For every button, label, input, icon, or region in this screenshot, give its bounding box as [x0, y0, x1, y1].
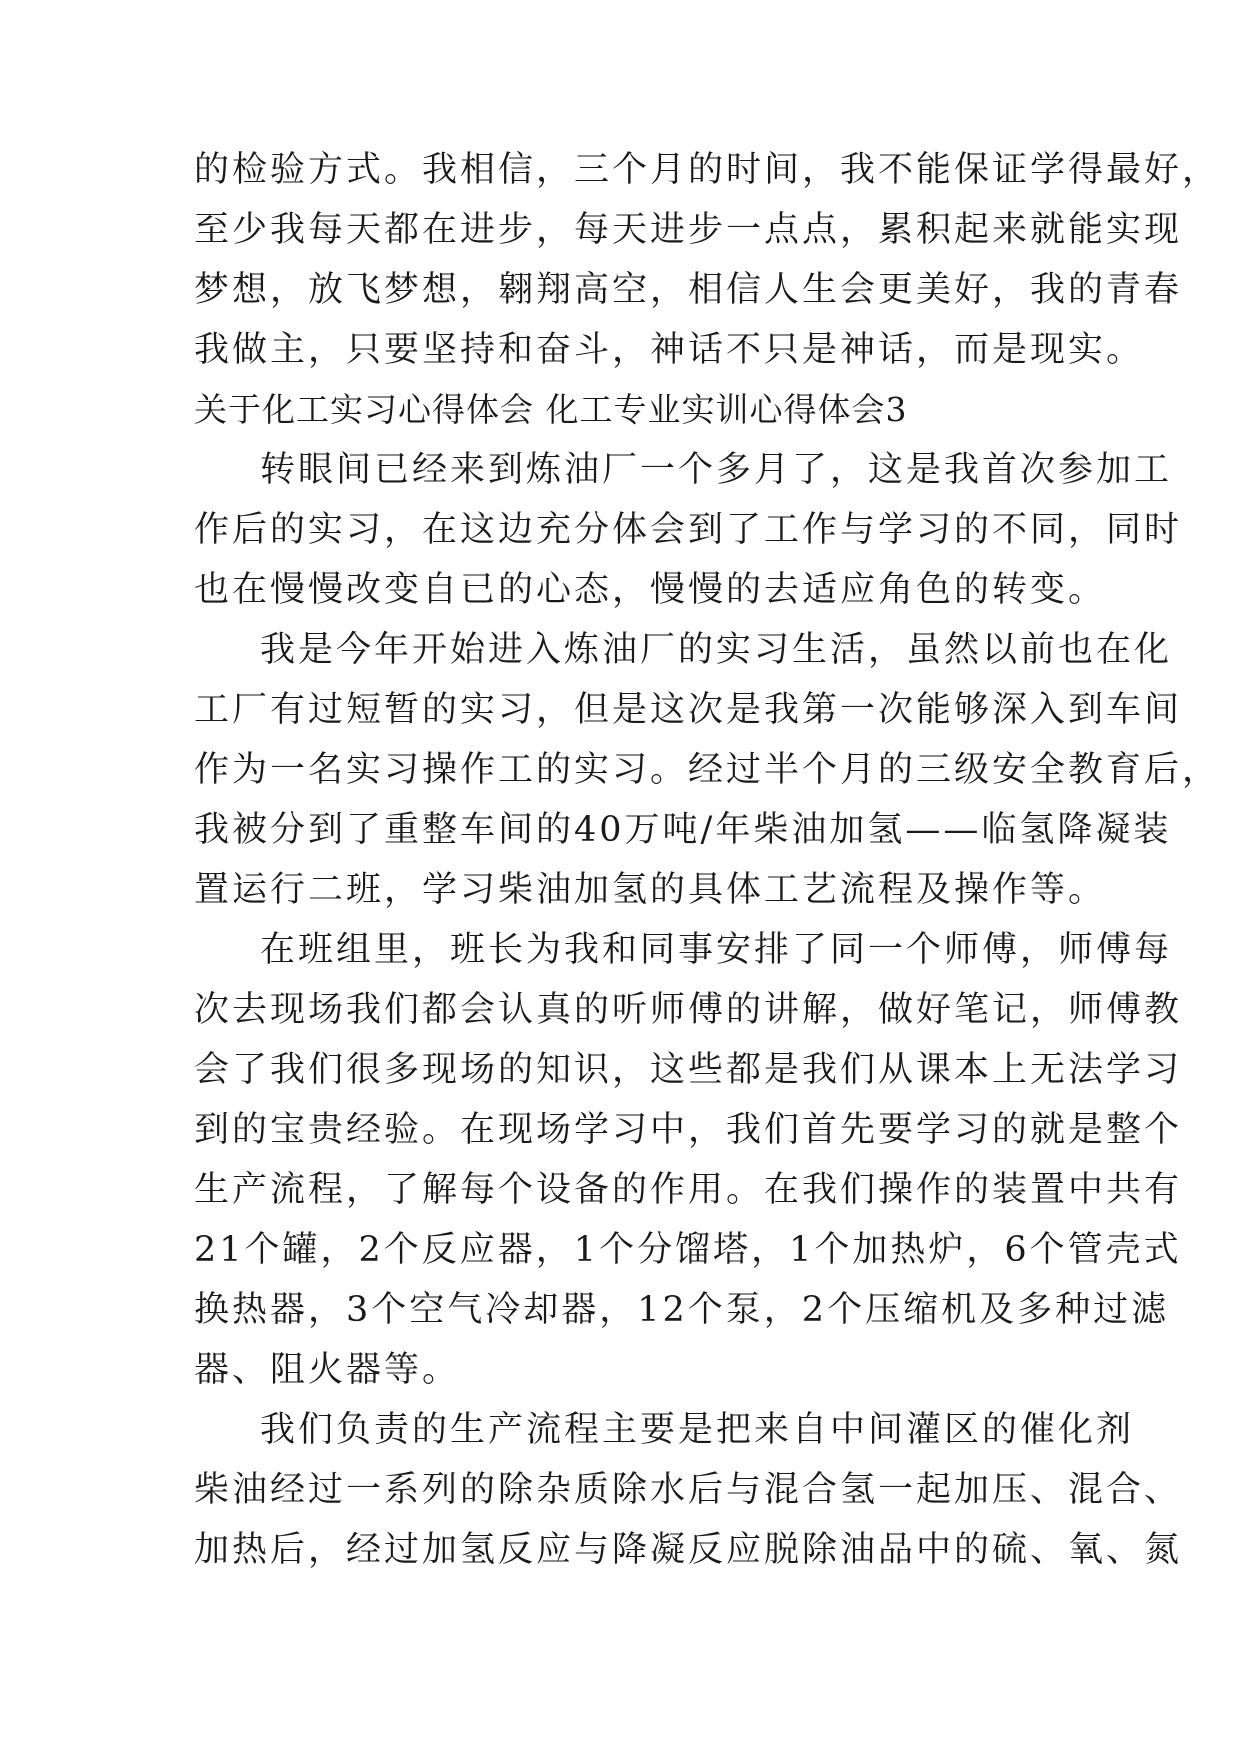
paragraph-first-line: 在班组里，班长为我和同事安排了同一个师傅，师傅每 — [260, 930, 1173, 970]
text-line: 21个罐，2个反应器，1个分馏塔，1个加热炉，6个管壳式 — [194, 1230, 1182, 1270]
text-line: 置运行二班，学习柴油加氢的具体工艺流程及操作等。 — [194, 870, 1107, 910]
text-line: 我被分到了重整车间的40万吨/年柴油加氢——临氢降凝装 — [194, 810, 1172, 850]
text-line: 的检验方式。我相信，三个月的时间，我不能保证学得最好， — [194, 150, 1221, 190]
text-line: 作为一名实习操作工的实习。经过半个月的三级安全教育后， — [194, 750, 1221, 790]
text-line: 柴油经过一系列的除杂质除水后与混合氢一起加压、混合、 — [194, 1470, 1183, 1510]
text-line: 到的宝贵经验。在现场学习中，我们首先要学习的就是整个 — [194, 1110, 1183, 1150]
text-line: 器、阻火器等。 — [194, 1350, 461, 1390]
text-line: 作后的实习，在这边充分体会到了工作与学习的不同，同时 — [194, 510, 1183, 550]
paragraph-first-line: 转眼间已经来到炼油厂一个多月了，这是我首次参加工 — [260, 450, 1173, 490]
text-line: 生产流程，了解每个设备的作用。在我们操作的装置中共有 — [194, 1170, 1183, 1210]
text-line: 至少我每天都在进步，每天进步一点点，累积起来就能实现 — [194, 210, 1183, 250]
section-heading: 关于化工实习心得体会 化工专业实训心得体会3 — [194, 390, 908, 429]
text-line: 工厂有过短暂的实习，但是这次是我第一次能够深入到车间 — [194, 690, 1183, 730]
paragraph-first-line: 我们负责的生产流程主要是把来自中间灌区的催化剂 — [260, 1410, 1135, 1450]
text-line: 次去现场我们都会认真的听师傅的讲解，做好笔记，师傅教 — [194, 990, 1183, 1030]
text-line: 也在慢慢改变自已的心态，慢慢的去适应角色的转变。 — [194, 570, 1107, 610]
paragraph-first-line: 我是今年开始进入炼油厂的实习生活，虽然以前也在化 — [260, 630, 1173, 670]
text-line: 我做主，只要坚持和奋斗，神话不只是神话，而是现实。 — [194, 330, 1145, 370]
text-line: 梦想，放飞梦想，翱翔高空，相信人生会更美好，我的青春 — [194, 270, 1183, 310]
text-line: 换热器，3个空气冷却器，12个泵，2个压缩机及多种过滤 — [194, 1290, 1170, 1330]
text-line: 会了我们很多现场的知识，这些都是我们从课本上无法学习 — [194, 1050, 1183, 1090]
text-line: 加热后，经过加氢反应与降凝反应脱除油品中的硫、氧、氮 — [194, 1530, 1183, 1570]
